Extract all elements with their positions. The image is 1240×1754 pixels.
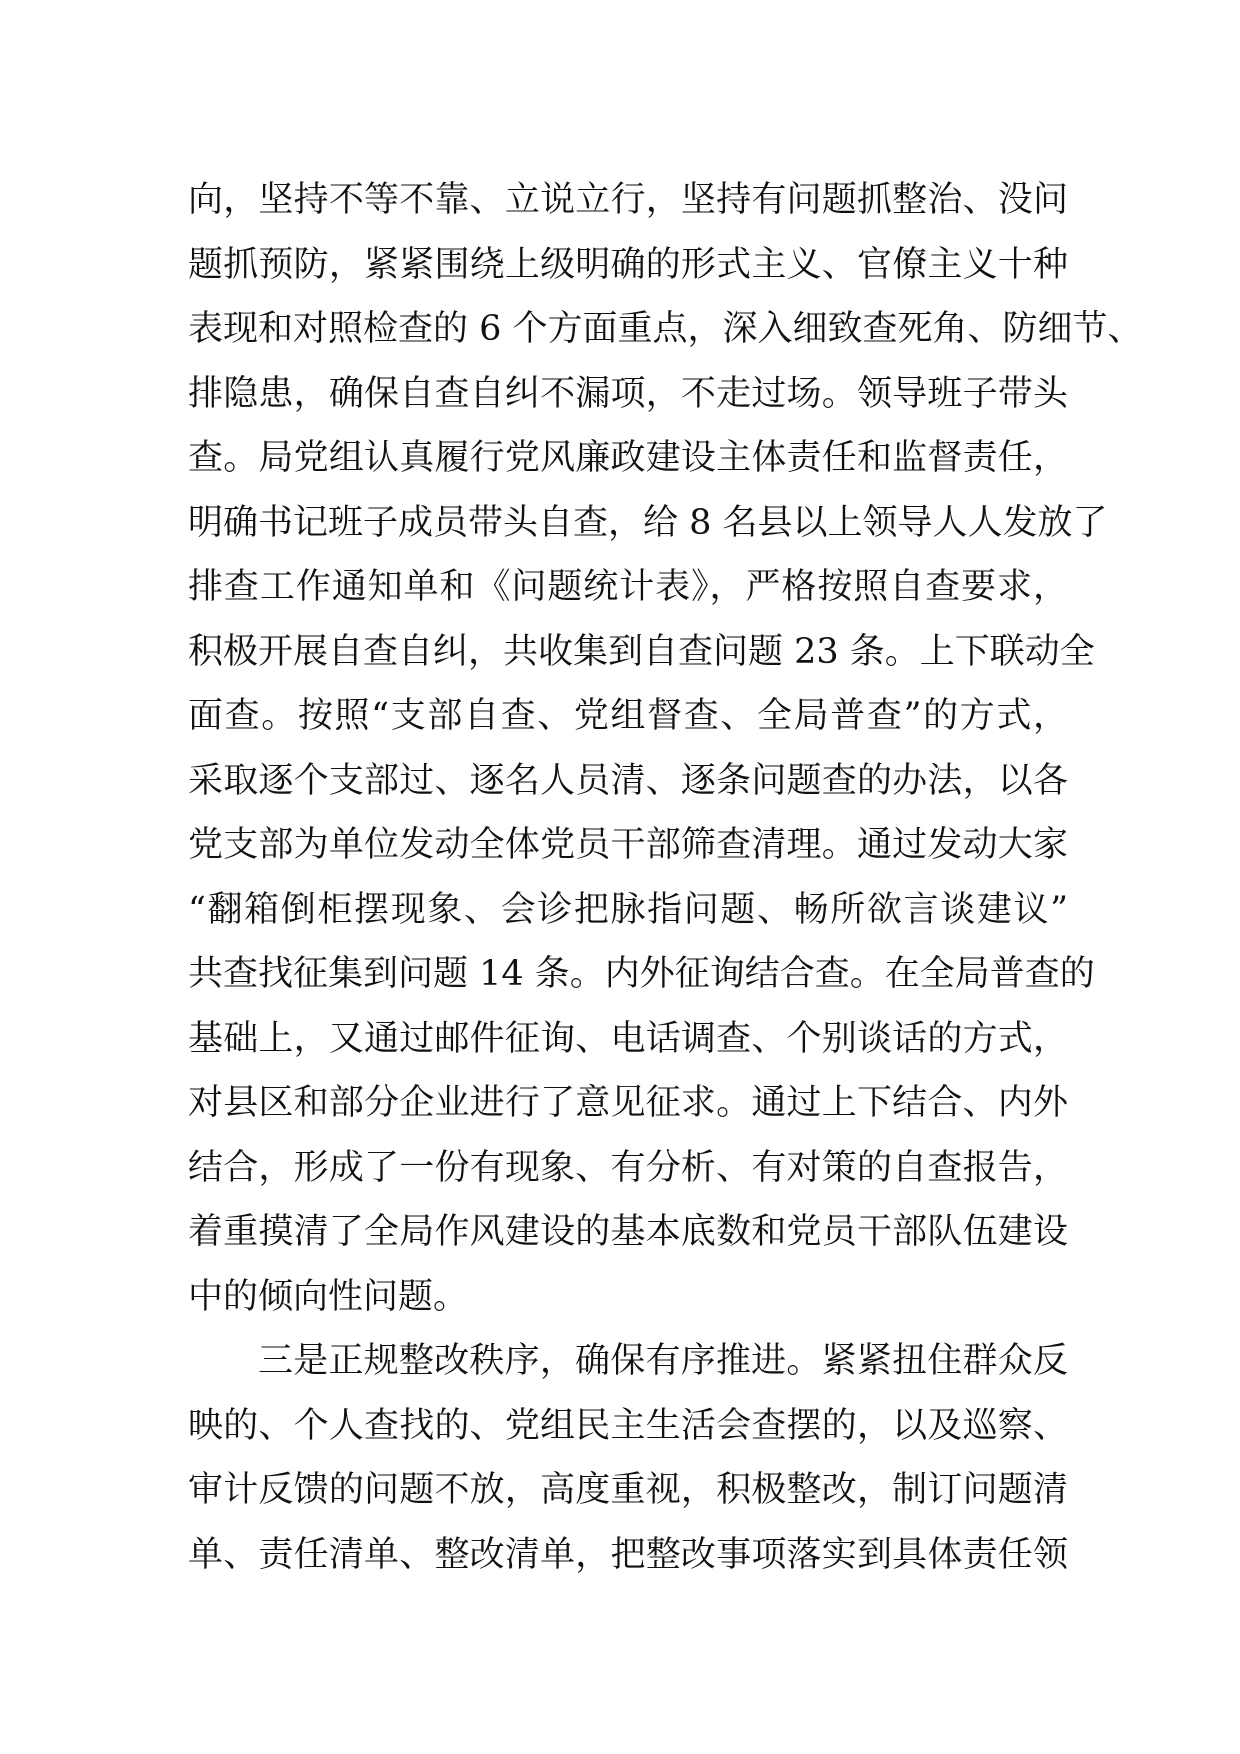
text-line: 采取逐个支部过、逐名人员清、逐条问题查的办法，以各 — [188, 760, 1068, 801]
text-line: 审计反馈的问题不放，高度重视，积极整改，制订问题清 — [188, 1470, 1068, 1510]
text-line: 着重摸清了全局作风建设的基本底数和党员干部队伍建设 — [188, 1212, 1068, 1252]
text-line: 表现和对照检查的 6 个方面重点，深入细致查死角、防细节、 — [188, 309, 1143, 349]
text-line: 单、责任清单、整改清单，把整改事项落实到具体责任领 — [188, 1534, 1068, 1575]
paragraph-end-line: 中的倾向性问题。 — [188, 1276, 469, 1317]
text-line: 积极开展自查自纠，共收集到自查问题 23 条。上下联动全 — [188, 631, 1095, 672]
text-line: 排查工作通知单和《问题统计表》，严格按照自查要求， — [188, 567, 1068, 607]
text-line: 排隐患，确保自查自纠不漏项，不走过场。领导班子带头 — [188, 373, 1068, 414]
text-line: 明确书记班子成员带头自查，给 8 名县以上领导人人发放了 — [188, 502, 1108, 543]
text-line: 向，坚持不等不靠、立说立行，坚持有问题抓整治、没问 — [188, 180, 1068, 220]
text-line: 对县区和部分企业进行了意见征求。通过上下结合、内外 — [188, 1083, 1068, 1123]
body-text — [188, 168, 1143, 1587]
text-line: 映的、个人查找的、党组民主生活会查摆的，以及巡察、 — [188, 1405, 1068, 1446]
text-line: 党支部为单位发动全体党员干部筛查清理。通过发动大家 — [188, 825, 1068, 865]
text-line: 结合，形成了一份有现象、有分析、有对策的自查报告， — [188, 1147, 1068, 1188]
text-line: 查。局党组认真履行党风廉政建设主体责任和监督责任， — [188, 438, 1068, 478]
text-line: 题抓预防，紧紧围绕上级明确的形式主义、官僚主义十种 — [188, 244, 1068, 285]
text-line: 面查。按照“支部自查、党组督查、全局普查”的方式， — [188, 696, 1068, 736]
paragraph-first-line: 三是正规整改秩序，确保有序推进。紧紧扭住群众反 — [258, 1341, 1068, 1381]
text-line: 共查找征集到问题 14 条。内外征询结合查。在全局普查的 — [188, 954, 1095, 994]
text-line: “翻箱倒柜摆现象、会诊把脉指问题、畅所欲言谈建议” — [188, 889, 1068, 930]
text-line: 基础上，又通过邮件征询、电话调查、个别谈话的方式， — [188, 1018, 1068, 1059]
